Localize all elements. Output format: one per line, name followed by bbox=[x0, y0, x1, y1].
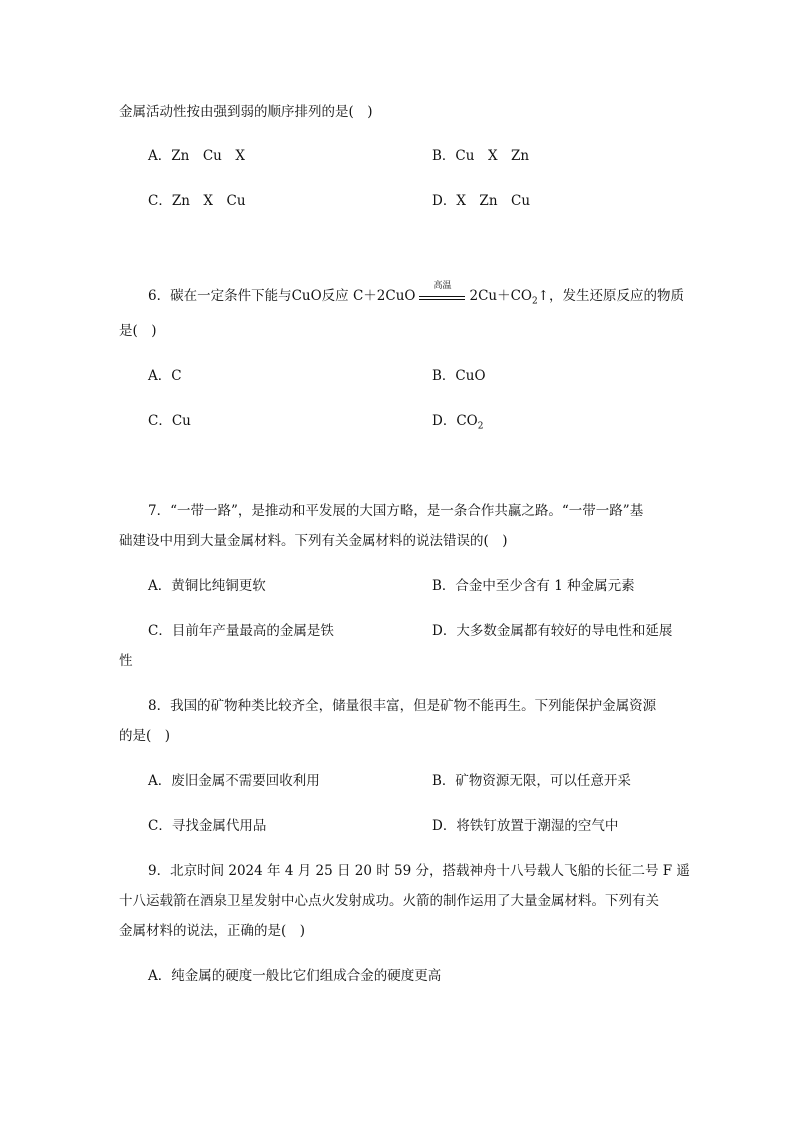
reaction-condition-label: 高温 bbox=[433, 280, 452, 291]
question-7-option-c: C．目前年产量最高的金属是铁 bbox=[148, 623, 334, 639]
question-6-stem-line2: 是( ) bbox=[119, 323, 157, 339]
question-6-option-d-subscript: 2 bbox=[477, 421, 484, 432]
question-7-stem: 7．“一带一路”，是推动和平发展的大国方略，是一条合作共赢之路。“一带一路”基 bbox=[148, 503, 644, 519]
question-5-stem: 金属活动性按由强到弱的顺序排列的是( ) bbox=[119, 104, 373, 120]
question-5-option-b: B．Cu X Zn bbox=[432, 148, 530, 164]
question-8-option-c: C．寻找金属代用品 bbox=[148, 818, 267, 834]
question-6-option-d bbox=[432, 411, 483, 437]
question-6-option-d-text: D．CO bbox=[432, 413, 478, 429]
question-5-option-d: D．X Zn Cu bbox=[432, 193, 531, 209]
question-6-products: 2Cu＋CO bbox=[469, 288, 532, 304]
question-6-stem-suffix: ↑，发生还原反应的物质 bbox=[537, 288, 685, 304]
question-8-stem-line2: 的是( ) bbox=[119, 728, 171, 744]
question-5-option-c: C．Zn X Cu bbox=[148, 193, 246, 209]
question-5-option-a: A．Zn Cu X bbox=[148, 148, 245, 164]
question-9-stem: 9．北京时间 2024 年 4 月 25 日 20 时 59 分，搭载神舟十八号载人飞船的长征二号 F 遥 bbox=[148, 863, 690, 879]
question-8-option-a: A．废旧金属不需要回收利用 bbox=[148, 773, 320, 789]
question-8-stem: 8．我国的矿物种类比较齐全，储量很丰富，但是矿物不能再生。下列能保护金属资源 bbox=[148, 698, 657, 714]
question-6-option-c: C．Cu bbox=[148, 413, 191, 429]
question-7-option-d: D．大多数金属都有较好的导电性和延展 bbox=[432, 623, 673, 639]
question-9-stem-line2: 十八运载箭在酒泉卫星发射中心点火发射成功。火箭的制作运用了大量金属材料。下列有关 bbox=[119, 893, 659, 909]
question-7-option-a: A．黄铜比纯铜更软 bbox=[148, 578, 266, 594]
question-6-stem-prefix: 6．碳在一定条件下能与CuO反应 C＋2CuO bbox=[148, 288, 416, 304]
question-7-option-b: B．合金中至少含有 1 种金属元素 bbox=[432, 578, 635, 594]
question-6-option-a: A．C bbox=[148, 368, 182, 384]
reaction-condition-arrow bbox=[419, 280, 465, 304]
question-6-stem bbox=[148, 280, 685, 312]
question-6-option-b: B．CuO bbox=[432, 368, 486, 384]
question-6-products-subscript: 2 bbox=[532, 296, 538, 307]
question-8-option-b: B．矿物资源无限，可以任意开采 bbox=[432, 773, 631, 789]
question-7-stem-line2: 础建设中用到大量金属材料。下列有关金属材料的说法错误的( ) bbox=[119, 533, 508, 549]
question-7-option-d-wrap: 性 bbox=[119, 653, 133, 669]
question-9-option-a: A．纯金属的硬度一般比它们组成合金的硬度更高 bbox=[148, 968, 442, 984]
question-9-stem-line3: 金属材料的说法，正确的是( ) bbox=[119, 923, 306, 939]
question-8-option-d: D．将铁钉放置于潮湿的空气中 bbox=[432, 818, 619, 834]
